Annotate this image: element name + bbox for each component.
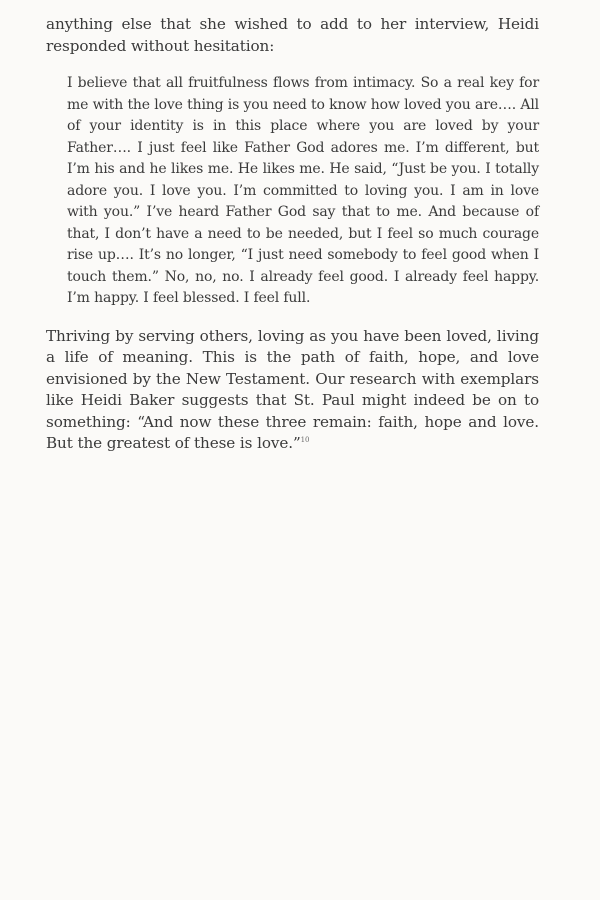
closing-paragraph-text: Thriving by serving others, loving as you have been loved, living a life of meaning. This is the path of faith, hope, and love envisioned by the New Testament. Our research with exemplars like Heidi Baker suggests that St. Paul might indeed be on to something: “And now these three remain: faith, hope and love. But the greatest of these is love.” xyxy=(46,326,539,452)
intro-paragraph: anything else that she wished to add to her interview, Heidi responded without hesitation: xyxy=(46,15,539,55)
closing-paragraph xyxy=(46,326,539,455)
block-quote: I believe that all fruitfulness flows from intimacy. So a real key for me with the love thing is you need to know how loved you are…. All of your identity is in this place where you are loved by your Father…. I just feel like Father God adores me. I’m different, but I’m his and he likes me. He likes me. He said, “Just be you. I totally adore you. I love you. I’m committed to loving you. I am in love with you.” I’ve heard Father God say that to me. And because of that, I don’t have a need to be needed, but I feel so much courage rise up…. It’s no longer, “I just need somebody to feel good when I touch them.” No, no, no. I already feel good. I already feel happy. I’m happy. I feel blessed. I feel full. xyxy=(67,75,539,306)
endnote-reference[interactable]: 10 xyxy=(300,435,310,444)
